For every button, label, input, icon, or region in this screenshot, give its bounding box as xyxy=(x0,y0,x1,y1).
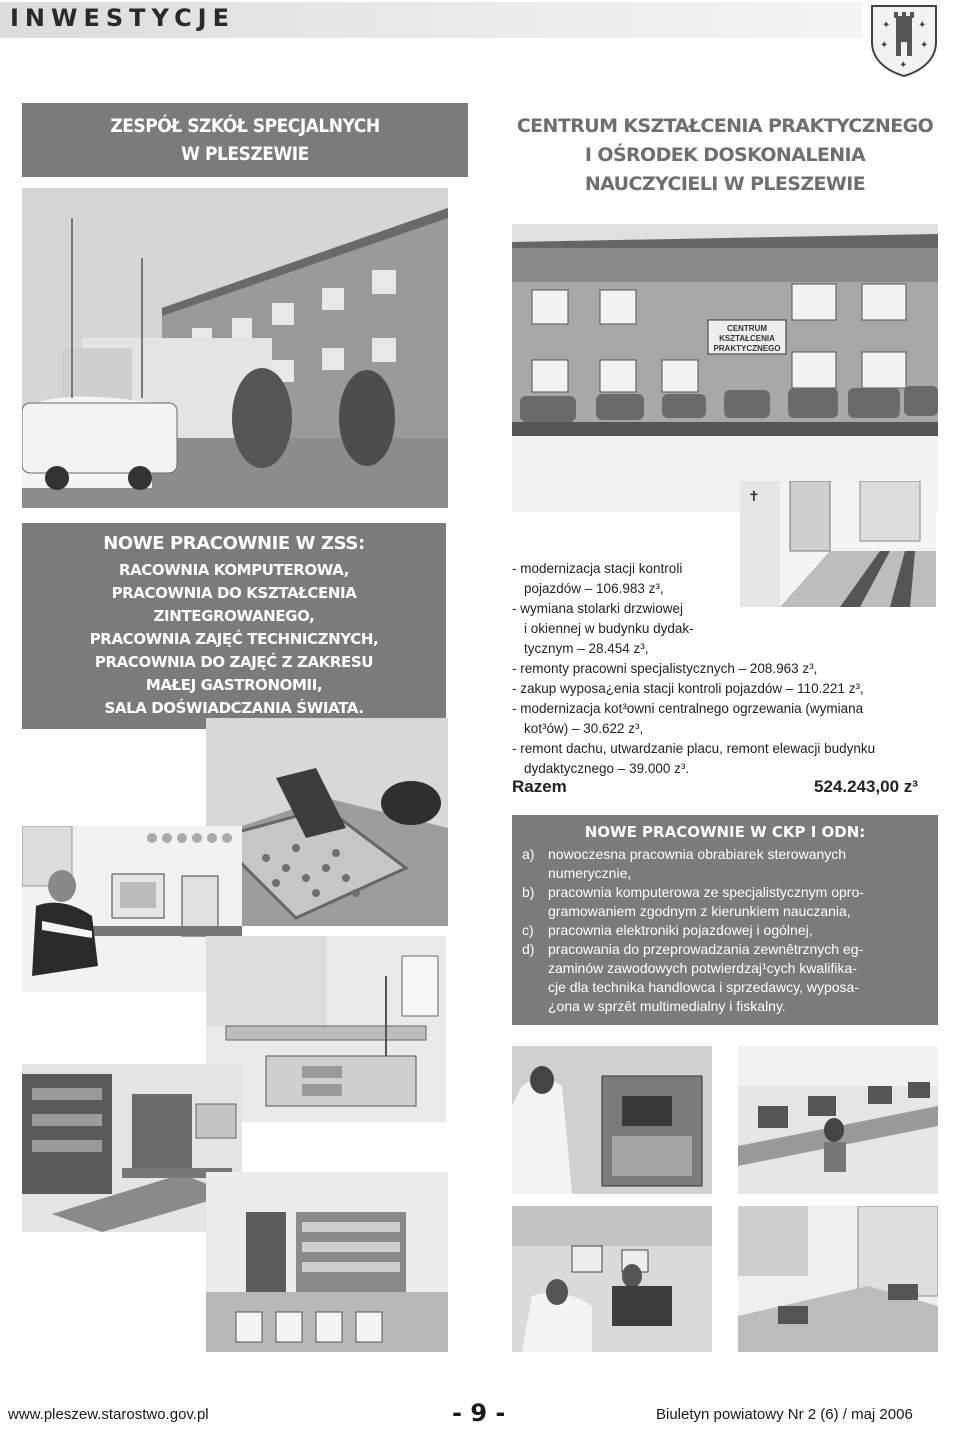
svg-text:✦: ✦ xyxy=(882,20,891,31)
sensory-room-photo xyxy=(206,718,448,926)
zss-title-line-1: ZESPÓŁ SZKÓŁ SPECJALNYCH xyxy=(110,115,380,137)
svg-text:✦: ✦ xyxy=(918,20,927,31)
ckp-investments-list xyxy=(512,560,942,800)
ckp-new-rooms-box xyxy=(512,815,938,1025)
section-title: INWESTYCJE xyxy=(10,4,235,32)
item-text: zaminów zawodowych potwierdzaj¹cych kwalifika- xyxy=(548,960,857,976)
investment-line: tycznym – 28.454 z³, xyxy=(524,641,649,656)
zss-new-rooms-box xyxy=(22,523,446,729)
item-text: pracowania do przeprowadzania zewnêtrznych eg- xyxy=(548,941,864,957)
zss-title-panel xyxy=(22,103,468,177)
item-text: pracownia elektroniki pojazdowej i ogólnej, xyxy=(548,922,813,938)
zss-building-photo xyxy=(22,188,448,508)
zss-room-item: ZINTEGROWANEGO, xyxy=(153,607,315,625)
item-letter: d) xyxy=(522,941,535,957)
item-text: numerycznie, xyxy=(548,865,632,881)
investment-line: - wymiana stolarki drzwiowej xyxy=(512,601,684,616)
investment-line: pojazdów – 106.983 z³, xyxy=(524,581,664,596)
svg-text:✦: ✦ xyxy=(880,40,889,51)
page-number: - 9 - xyxy=(452,1399,506,1427)
zss-title-line-2: W PLESZEWIE xyxy=(181,143,309,165)
total-value: 524.243,00 z³ xyxy=(814,777,918,796)
ckp-sign-line-3: PRAKTYCZNEGO xyxy=(713,344,781,353)
investment-line: kot³ów) – 30.622 z³, xyxy=(524,721,644,736)
item-text: cje dla technika handlowca i sprzedawcy, wyposa- xyxy=(548,979,860,995)
item-letter: c) xyxy=(522,922,534,938)
investment-line: - zakup wyposa¿enia stacji kontroli pojazdów – 110.221 z³, xyxy=(512,681,864,696)
ckp-title-line-3: NAUCZYCIELI W PLESZEWIE xyxy=(584,173,866,195)
gastronomy-room-photo xyxy=(206,936,446,1122)
ckp-box-heading: NOWE PRACOWNIE W CKP I ODN: xyxy=(584,823,866,841)
total-label: Razem xyxy=(512,777,567,796)
zss-room-item: PRACOWNIA DO ZAJĘĆ Z ZAKRESU xyxy=(94,653,374,671)
ckp-building-photo xyxy=(512,224,938,512)
item-text: pracownia komputerowa ze specjalistycznym opro- xyxy=(548,884,864,900)
item-text: nowoczesna pracownia obrabiarek sterowanych xyxy=(548,846,847,862)
zss-room-item: RACOWNIA KOMPUTEROWA, xyxy=(118,561,350,579)
ckp-sign-line-1: CENTRUM xyxy=(727,324,767,333)
zss-box-heading: NOWE PRACOWNIE W ZSS: xyxy=(103,533,365,554)
investment-line: - modernizacja kot³owni centralnego ogrzewania (wymiana xyxy=(512,701,864,716)
electronics-lab-photo xyxy=(512,1206,712,1352)
investment-line: dydaktycznego – 39.000 z³. xyxy=(524,761,690,776)
coat-of-arms-icon xyxy=(868,2,940,78)
computer-lab-photo xyxy=(738,1046,938,1194)
item-letter: b) xyxy=(522,884,535,900)
investment-line: i okiennej w budynku dydak- xyxy=(524,621,694,636)
investment-line: - remonty pracowni specjalistycznych – 208.963 z³, xyxy=(512,661,818,676)
item-letter: a) xyxy=(522,846,535,862)
svg-text:✝: ✝ xyxy=(748,488,760,504)
svg-text:✦: ✦ xyxy=(899,60,908,71)
item-text: ¿ona w sprzêt multimedialny i fiskalny. xyxy=(548,998,786,1014)
zss-room-item: PRACOWNIA DO KSZTAŁCENIA xyxy=(111,584,357,602)
item-text: gramowaniem zgodnym z kierunkiem nauczania, xyxy=(548,903,851,919)
fiscal-equipment-lab-photo xyxy=(738,1206,938,1352)
zss-room-item: SALA DOŚWIADCZANIA ŚWIATA. xyxy=(104,699,364,717)
footer-url[interactable]: www.pleszew.starostwo.gov.pl xyxy=(8,1406,209,1423)
ckp-title-panel xyxy=(494,103,956,207)
zss-room-item: MAŁEJ GASTRONOMII, xyxy=(145,676,323,694)
zss-room-item: PRACOWNIA ZAJĘĆ TECHNICZNYCH, xyxy=(89,630,379,648)
investment-line: - remont dachu, utwardzanie placu, remont elewacji budynku xyxy=(512,741,876,756)
ckp-sign-line-2: KSZTAŁCENIA xyxy=(719,334,775,343)
shop-training-room-photo xyxy=(206,1172,448,1352)
svg-text:✦: ✦ xyxy=(920,40,929,51)
ckp-title-line-2: I OŚRODEK DOSKONALENIA xyxy=(584,144,866,166)
investment-line: - modernizacja stacji kontroli xyxy=(512,561,683,576)
bulletin-info: Biuletyn powiatowy Nr 2 (6) / maj 2006 xyxy=(656,1406,913,1423)
cnc-lab-photo xyxy=(512,1046,712,1194)
ckp-title-line-1: CENTRUM KSZTAŁCENIA PRAKTYCZNEGO xyxy=(516,115,934,137)
